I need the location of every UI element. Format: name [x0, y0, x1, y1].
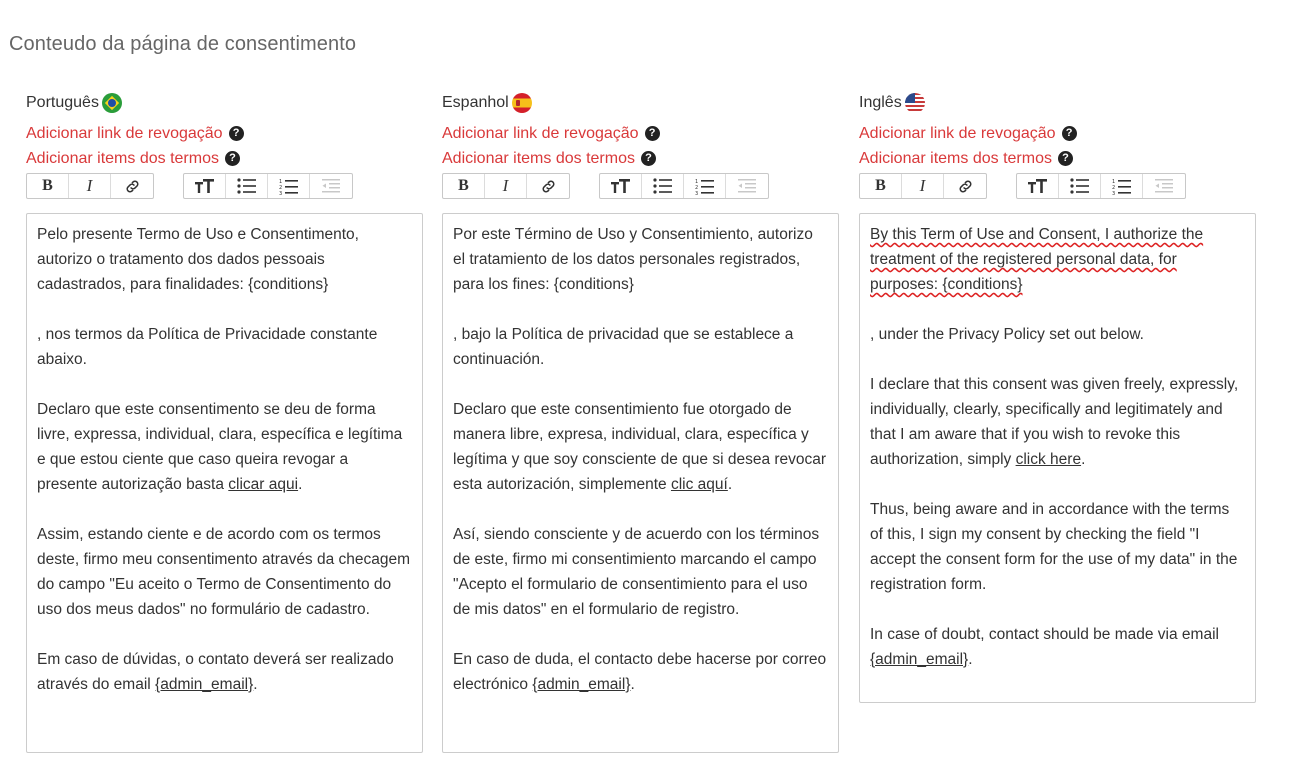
svg-text:1: 1 [1111, 178, 1115, 185]
outdent-icon[interactable] [726, 174, 768, 198]
link-icon[interactable] [527, 174, 569, 198]
editor-paragraph: Thus, being aware and in accordance with the terms of this, I sign my consent by checking the field "I accept the consent form for the use of my data" in the registration form. [870, 501, 1238, 593]
italic-button[interactable]: I [485, 174, 527, 198]
svg-text:3: 3 [694, 190, 698, 195]
help-icon[interactable]: ? [229, 126, 244, 141]
editor-paragraph: , under the Privacy Policy set out below. [870, 326, 1144, 343]
editor-paragraph: In case of doubt, contact should be made via email {admin_email}. [870, 626, 1219, 668]
editor-paragraph: Declaro que este consentimento se deu de forma livre, expressa, individual, clara, específica e legítima e que estou ciente que caso queira revogar a presente autorização basta clicar aqui. [37, 401, 403, 493]
revocation-link[interactable]: clic aquí [670, 476, 728, 493]
help-icon[interactable]: ? [225, 151, 240, 166]
help-icon[interactable]: ? [1058, 151, 1073, 166]
editor-toolbar [442, 173, 839, 199]
numbered-list-icon[interactable] [684, 174, 726, 198]
add-term-items-button[interactable]: Adicionar items dos termos ? [859, 146, 1256, 171]
admin-email-placeholder[interactable]: {admin_email} [870, 651, 969, 668]
bold-button[interactable]: B [443, 174, 485, 198]
language-column-spanish [442, 91, 839, 753]
bulleted-list-icon[interactable] [642, 174, 684, 198]
add-revocation-link-button[interactable]: Adicionar link de revogação ? [26, 121, 423, 146]
paragraph-button-group [599, 173, 769, 199]
editor-paragraph: Así, siendo consciente y de acuerdo con los términos de este, firmo mi consentimiento marcando el campo "Acepto el formulario de consentimiento para el uso de mis datos" en el formulario de registro. [453, 526, 820, 618]
text-size-icon[interactable] [184, 174, 226, 198]
paragraph-button-group [183, 173, 353, 199]
add-revocation-link-button[interactable]: Adicionar link de revogação ? [442, 121, 839, 146]
page-title: Conteudo da página de consentimento [9, 33, 357, 55]
svg-text:2: 2 [1111, 184, 1115, 191]
editor-paragraph: Assim, estando ciente e de acordo com os termos deste, firmo meu consentimento através da checagem do campo "Eu aceito o Termo de Consentimento do uso dos meus dados" no formulário de cadastro. [37, 526, 411, 618]
flag-spain-icon [512, 93, 532, 113]
consent-text-editor[interactable] [859, 213, 1256, 703]
flag-brazil-icon [102, 93, 122, 113]
editor-toolbar [859, 173, 1256, 199]
outdent-icon[interactable] [310, 174, 352, 198]
format-button-group [859, 173, 987, 199]
text-size-icon[interactable] [1017, 174, 1059, 198]
bold-button[interactable]: B [27, 174, 69, 198]
editor-paragraph: , bajo la Política de privacidad que se establece a continuación. [453, 326, 794, 368]
add-term-items-button[interactable]: Adicionar items dos termos ? [442, 146, 839, 171]
paragraph-button-group [1016, 173, 1186, 199]
add-revocation-link-button[interactable]: Adicionar link de revogação ? [859, 121, 1256, 146]
language-column-portuguese [26, 91, 423, 753]
editor-paragraph: I declare that this consent was given freely, expressly, individually, clearly, specifically and legitimately and that I am aware that if you wish to revoke this authorization, simply click here. [870, 376, 1239, 468]
editor-paragraph: Declaro que este consentimiento fue otorgado de manera libre, expresa, individual, clara, específica y legítima y que soy consciente de que si desea revocar esta autorización, simplemente clic aquí. [453, 401, 827, 493]
help-icon[interactable]: ? [641, 151, 656, 166]
italic-button[interactable]: I [69, 174, 111, 198]
italic-button[interactable]: I [902, 174, 944, 198]
revocation-link[interactable]: clicar aqui [228, 476, 299, 493]
language-name: Inglês [859, 94, 902, 111]
consent-text-editor[interactable] [26, 213, 423, 753]
admin-email-placeholder[interactable]: {admin_email} [532, 676, 631, 693]
format-button-group [442, 173, 570, 199]
link-icon[interactable] [944, 174, 986, 198]
text-size-icon[interactable] [600, 174, 642, 198]
consent-text-editor[interactable] [442, 213, 839, 753]
bulleted-list-icon[interactable] [1059, 174, 1101, 198]
help-icon[interactable]: ? [645, 126, 660, 141]
language-name: Espanhol [442, 94, 509, 111]
svg-text:2: 2 [278, 184, 282, 191]
bulleted-list-icon[interactable] [226, 174, 268, 198]
numbered-list-icon[interactable] [268, 174, 310, 198]
language-label [26, 91, 423, 115]
editor-paragraph: En caso de duda, el contacto debe hacerse por correo electrónico {admin_email}. [453, 651, 827, 693]
language-label [859, 91, 1256, 115]
language-name: Português [26, 94, 99, 111]
svg-text:3: 3 [278, 190, 282, 195]
link-icon[interactable] [111, 174, 153, 198]
editor-paragraph: Por este Término de Uso y Consentimiento, autorizo el tratamiento de los datos personales registrados, para los fines: {conditions} [453, 226, 813, 293]
language-column-english [859, 91, 1256, 703]
outdent-icon[interactable] [1143, 174, 1185, 198]
editor-toolbar [26, 173, 423, 199]
svg-text:3: 3 [1111, 190, 1115, 195]
flag-usa-icon [905, 93, 925, 113]
editor-paragraph: , nos termos da Política de Privacidade constante abaixo. [37, 326, 378, 368]
numbered-list-icon[interactable] [1101, 174, 1143, 198]
svg-text:2: 2 [694, 184, 698, 191]
format-button-group [26, 173, 154, 199]
editor-paragraph: Pelo presente Termo de Uso e Consentimento, autorizo o tratamento dos dados pessoais cadastrados, para finalidades: {conditions} [37, 226, 359, 293]
svg-text:1: 1 [694, 178, 698, 185]
svg-text:1: 1 [278, 178, 282, 185]
editor-paragraph: By this Term of Use and Consent, I authorize the treatment of the registered personal data, for purposes: {conditions} [870, 226, 1204, 293]
revocation-link[interactable]: click here [1015, 451, 1082, 468]
bold-button[interactable]: B [860, 174, 902, 198]
admin-email-placeholder[interactable]: {admin_email} [155, 676, 254, 693]
language-label [442, 91, 839, 115]
editor-paragraph: Em caso de dúvidas, o contato deverá ser realizado através do email {admin_email}. [37, 651, 394, 693]
help-icon[interactable]: ? [1062, 126, 1077, 141]
add-term-items-button[interactable]: Adicionar items dos termos ? [26, 146, 423, 171]
